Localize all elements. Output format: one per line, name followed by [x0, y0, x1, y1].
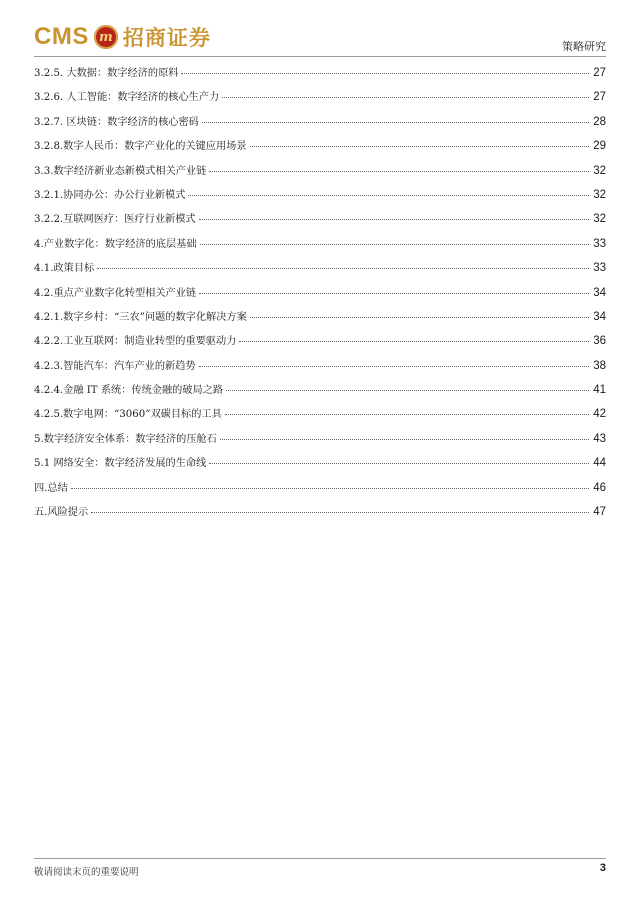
toc-entry-title[interactable]: 3.2.2.互联网医疗：医疗行业新模式 [34, 214, 196, 226]
toc-dot-leader [209, 170, 589, 172]
toc-entry-page[interactable]: 46 [593, 481, 606, 494]
table-of-contents [34, 64, 606, 527]
toc-entry-page[interactable]: 27 [593, 91, 606, 104]
toc-dot-leader [188, 194, 589, 196]
toc-entry[interactable] [34, 113, 606, 137]
toc-entry-title[interactable]: 4.2.3.智能汽车：汽车产业的新趋势 [34, 360, 196, 372]
toc-dot-leader [250, 145, 589, 147]
toc-entry-title[interactable]: 5.1 网络安全：数字经济发展的生命线 [34, 458, 207, 470]
toc-entry[interactable] [34, 308, 606, 332]
toc-entry-page[interactable]: 36 [593, 335, 606, 348]
toc-entry-page[interactable]: 43 [593, 432, 606, 445]
toc-entry[interactable] [34, 430, 606, 454]
toc-entry-title[interactable]: 3.2.1.协同办公：办公行业新模式 [34, 189, 186, 201]
header-divider [34, 56, 606, 57]
toc-entry-page[interactable]: 34 [593, 310, 606, 323]
toc-entry[interactable] [34, 210, 606, 234]
toc-entry[interactable] [34, 381, 606, 405]
toc-entry-page[interactable]: 32 [593, 188, 606, 201]
toc-entry[interactable] [34, 88, 606, 112]
toc-entry[interactable] [34, 503, 606, 527]
toc-entry[interactable] [34, 64, 606, 88]
toc-dot-leader [209, 462, 589, 464]
toc-entry-title[interactable]: 3.2.8.数字人民币：数字产业化的关键应用场景 [34, 141, 247, 153]
toc-entry-page[interactable]: 41 [593, 384, 606, 397]
toc-entry-title[interactable]: 4.产业数字化：数字经济的底层基础 [34, 238, 197, 250]
toc-entry-title[interactable]: 4.2.5.数字电网：“3060”双碳目标的工具 [34, 409, 222, 421]
toc-entry-title[interactable]: 3.3.数字经济新业态新模式相关产业链 [34, 165, 207, 177]
toc-entry-page[interactable]: 32 [593, 164, 606, 177]
toc-dot-leader [200, 243, 589, 245]
page-number: 3 [599, 862, 606, 874]
toc-entry-page[interactable]: 28 [593, 115, 606, 128]
toc-entry-page[interactable]: 33 [593, 237, 606, 250]
toc-entry[interactable] [34, 479, 606, 503]
logo-company-name: 招商证券 [122, 25, 211, 50]
toc-dot-leader [199, 365, 589, 367]
toc-entry[interactable] [34, 137, 606, 161]
page-header [0, 0, 640, 60]
toc-entry-title[interactable]: 4.1.政策目标 [34, 263, 95, 275]
toc-entry-title[interactable]: 4.2.4.金融 IT 系统：传统金融的破局之路 [34, 385, 224, 397]
toc-dot-leader [199, 292, 589, 294]
footer-disclaimer-note: 敬请阅读末页的重要说明 [34, 867, 139, 878]
toc-dot-leader [220, 438, 589, 440]
toc-entry[interactable] [34, 357, 606, 381]
toc-entry-page[interactable]: 42 [593, 408, 606, 421]
company-logo [34, 22, 211, 52]
toc-dot-leader [222, 96, 589, 98]
toc-entry-page[interactable]: 33 [593, 262, 606, 275]
logo-seal-icon: m [94, 25, 118, 49]
toc-dot-leader [199, 218, 589, 220]
toc-dot-leader [225, 413, 589, 415]
toc-entry[interactable] [34, 405, 606, 429]
toc-entry[interactable] [34, 284, 606, 308]
toc-entry-title[interactable]: 3.2.6. 人工智能：数字经济的核心生产力 [34, 92, 220, 104]
toc-dot-leader [71, 487, 589, 489]
logo-cms-text: CMS [34, 23, 89, 50]
toc-entry-title[interactable]: 4.2.2.工业互联网：制造业转型的重要驱动力 [34, 336, 237, 348]
toc-entry-title[interactable]: 3.2.5. 大数据：数字经济的原料 [34, 68, 179, 79]
report-category: 策略研究 [562, 40, 606, 53]
toc-dot-leader [250, 316, 589, 318]
toc-entry-page[interactable]: 47 [593, 506, 606, 519]
toc-entry-title[interactable]: 五.风险提示 [34, 507, 89, 519]
toc-entry[interactable] [34, 186, 606, 210]
toc-entry-page[interactable]: 44 [593, 457, 606, 470]
toc-dot-leader [181, 72, 589, 74]
toc-entry[interactable] [34, 332, 606, 356]
toc-entry-page[interactable]: 32 [593, 213, 606, 226]
toc-entry-page[interactable]: 27 [593, 67, 606, 79]
toc-entry[interactable] [34, 162, 606, 186]
toc-entry[interactable] [34, 454, 606, 478]
toc-entry[interactable] [34, 235, 606, 259]
toc-dot-leader [239, 340, 589, 342]
toc-entry-title[interactable]: 5.数字经济安全体系：数字经济的压舱石 [34, 433, 217, 445]
toc-entry-title[interactable]: 3.2.7. 区块链：数字经济的核心密码 [34, 116, 199, 128]
toc-dot-leader [202, 121, 589, 123]
toc-dot-leader [97, 267, 589, 269]
toc-entry-title[interactable]: 4.2.1.数字乡村：“三农”问题的数字化解决方案 [34, 311, 247, 323]
toc-dot-leader [91, 511, 589, 513]
toc-entry-page[interactable]: 29 [593, 140, 606, 153]
toc-entry-title[interactable]: 四.总结 [34, 482, 68, 494]
footer-divider [34, 858, 606, 859]
toc-entry-page[interactable]: 34 [593, 286, 606, 299]
toc-dot-leader [226, 389, 589, 391]
toc-entry-title[interactable]: 4.2.重点产业数字化转型相关产业链 [34, 287, 197, 299]
toc-entry-page[interactable]: 38 [593, 359, 606, 372]
toc-entry[interactable] [34, 259, 606, 283]
